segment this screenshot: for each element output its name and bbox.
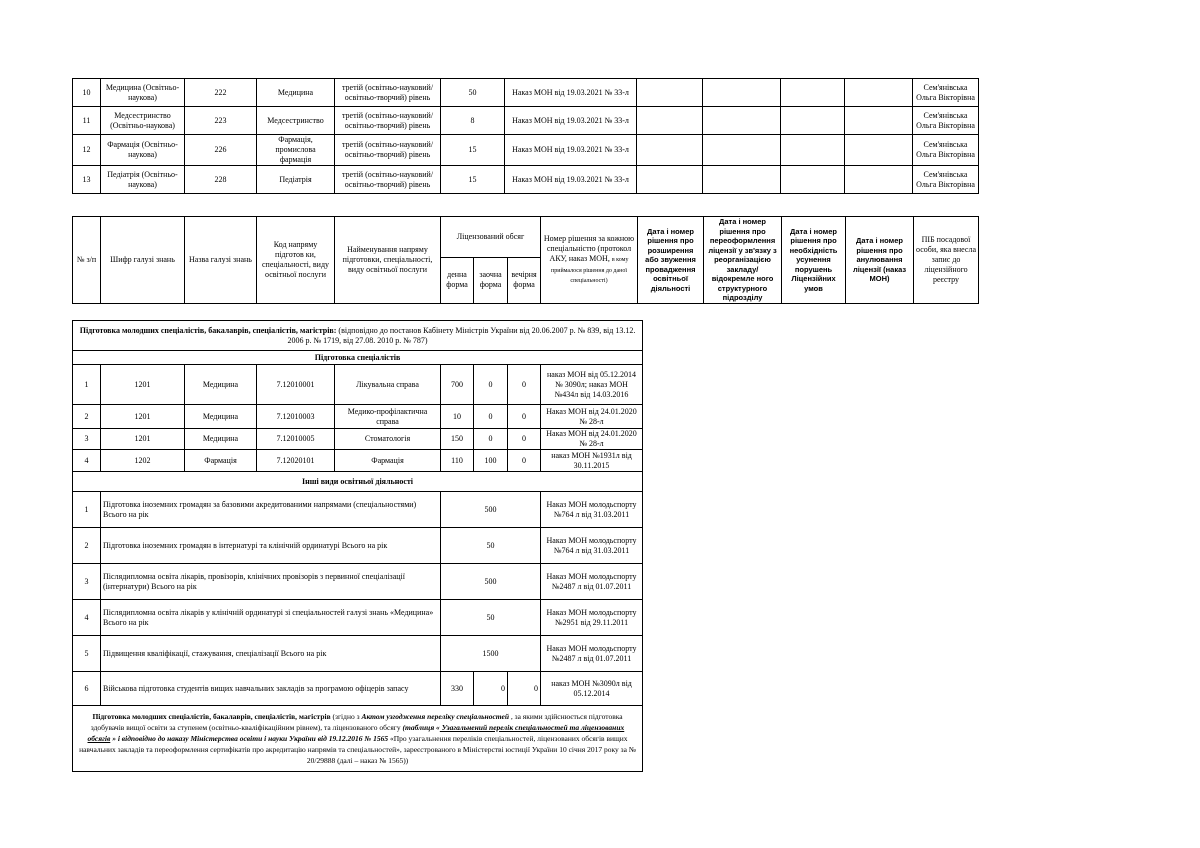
empty-cell (845, 166, 913, 194)
program-level: третій (освітньо-науковий/освітньо-творчий) рівень (335, 135, 441, 166)
header-violation: Дата і номер рішення про необхідність усунення порушень Ліцензійних умов (782, 217, 846, 304)
program-name: Педіатрія (Освітньо-наукова) (101, 166, 185, 194)
military-day: 330 (441, 672, 474, 706)
program-person: Сем'янівська Ольга Вікторівна (913, 107, 979, 135)
program-level: третій (освітньо-науковий/освітньо-творчий) рівень (335, 166, 441, 194)
empty-cell (637, 166, 703, 194)
row-num: 10 (73, 79, 101, 107)
table-row (73, 429, 643, 450)
empty-cell (637, 135, 703, 166)
table-row (73, 135, 979, 166)
day-count: 700 (441, 365, 474, 405)
activity-text: Підготовка іноземних громадян за базовими акредитованими напрямами (спеціальностями) Всього на рік (101, 492, 441, 528)
activity-text: Підготовка іноземних громадян в інтернатурі та клінічній ординатурі Всього на рік (101, 528, 441, 564)
program-name: Фармація (Освітньо-наукова) (101, 135, 185, 166)
field-code: 1201 (101, 429, 185, 450)
header-direction-name: Найменування напряму підготовки, спеціальності, виду освітньої послуги (335, 217, 441, 304)
evening-count: 0 (508, 450, 541, 472)
row-num: 1 (73, 492, 101, 528)
program-field: Медсестринство (257, 107, 335, 135)
program-field: Фармація, промислова фармація (257, 135, 335, 166)
note-paragraph: Підготовка молодших спеціалістів, бакалаврів, спеціалістів, магістрів (згідно з Актом узгодження переліку спеціальностей , за якими здійснюється підготовка здобувачів вищої освіти за ступенем (освітньо-кваліфікаційним рівнем), та ліцензованого обсягу (таблиця « Узагальнений перелік спеціальностей та ліцензованих обсягів » і відповідно до наказу Міністерства освіти і науки України від 19.12.2016 № 1565 «Про узагальнення переліків спеціальностей, ліцензованих обсягів вищих навчальних закладів та переоформлення сертифікатів про акредитацію напрямів та спеціальностей», зареєстрованого в Міністерстві юстиції України 10 січня 2017 року за № 20/29888 (далі – наказ № 1565)) (73, 706, 643, 772)
empty-cell (781, 107, 845, 135)
empty-cell (845, 107, 913, 135)
empty-cell (781, 79, 845, 107)
header-day: денна форма (441, 258, 474, 303)
header-field: Назва галузі знань (185, 217, 257, 304)
direction-code: 7.12010001 (257, 365, 335, 405)
register-header-table (72, 216, 979, 304)
extramural-count: 0 (474, 405, 508, 429)
empty-cell (703, 79, 781, 107)
table-row (73, 107, 979, 135)
program-count: 15 (441, 166, 505, 194)
direction-code: 7.12010003 (257, 405, 335, 429)
decision-order: Наказ МОН від 24.01.2020 № 28-л (541, 429, 643, 450)
activity-count: 50 (441, 528, 541, 564)
empty-cell (845, 135, 913, 166)
table-row (73, 600, 643, 636)
table-row (73, 450, 643, 472)
program-field: Медицина (257, 79, 335, 107)
activity-count: 1500 (441, 636, 541, 672)
direction-name: Фармація (335, 450, 441, 472)
row-num: 4 (73, 600, 101, 636)
empty-cell (781, 135, 845, 166)
military-eve: 0 (508, 672, 541, 706)
military-order: наказ МОН №3090л від 05.12.2014 (541, 672, 643, 706)
field-code: 1202 (101, 450, 185, 472)
row-num: 12 (73, 135, 101, 166)
empty-cell (845, 79, 913, 107)
direction-name: Стоматологія (335, 429, 441, 450)
activity-count: 50 (441, 600, 541, 636)
row-num: 3 (73, 564, 101, 600)
row-num: 2 (73, 528, 101, 564)
program-person: Сем'янівська Ольга Вікторівна (913, 79, 979, 107)
program-order: Наказ МОН від 19.03.2021 № 33-л (505, 166, 637, 194)
other-title: Інші види освітньої діяльності (73, 472, 643, 492)
table-row (73, 365, 643, 405)
row-num: 11 (73, 107, 101, 135)
header-person: ПІБ посадової особи, яка внесла запис до ліцензійного реєстру (914, 217, 979, 304)
field-name: Медицина (185, 365, 257, 405)
evening-count: 0 (508, 365, 541, 405)
field-code: 1201 (101, 405, 185, 429)
day-count: 110 (441, 450, 474, 472)
program-level: третій (освітньо-науковий/освітньо-творчий) рівень (335, 79, 441, 107)
empty-cell (637, 79, 703, 107)
activity-order: Наказ МОН молодьспорту №2951 від 29.11.2011 (541, 600, 643, 636)
direction-code: 7.12010005 (257, 429, 335, 450)
program-order: Наказ МОН від 19.03.2021 № 33-л (505, 135, 637, 166)
program-order: Наказ МОН від 19.03.2021 № 33-л (505, 107, 637, 135)
direction-code: 7.12020101 (257, 450, 335, 472)
row-num: 2 (73, 405, 101, 429)
table-row (73, 564, 643, 600)
program-order: Наказ МОН від 19.03.2021 № 33-л (505, 79, 637, 107)
program-name: Медсестринство (Освітньо-наукова) (101, 107, 185, 135)
direction-name: Медико-профілактична справа (335, 405, 441, 429)
military-ext: 0 (474, 672, 508, 706)
empty-cell (703, 166, 781, 194)
decision-order: наказ МОН від 05.12.2014 № 3090л; наказ МОН №434л від 14.03.2016 (541, 365, 643, 405)
military-num: 6 (73, 672, 101, 706)
extramural-count: 100 (474, 450, 508, 472)
field-name: Медицина (185, 429, 257, 450)
programs-table (72, 320, 643, 772)
row-num: 1 (73, 365, 101, 405)
header-decision: Номер рішення за кожною спеціальністю (протокол АКУ, наказ МОН, в кому приймалося рішення до даної спеціальності) (541, 217, 638, 304)
header-expand: Дата і номер рішення про розширення або звуження провадження освітньої діяльності (638, 217, 704, 304)
program-count: 15 (441, 135, 505, 166)
activity-text: Підвищення кваліфікації, стажування, спеціалізації Всього на рік (101, 636, 441, 672)
specialists-title: Підготовка спеціалістів (73, 351, 643, 365)
top-table (72, 78, 979, 194)
activity-text: Післядипломна освіта лікарів у клінічній ординатурі зі спеціальностей галузі знань «Медицина» Всього на рік (101, 600, 441, 636)
row-num: 3 (73, 429, 101, 450)
header-evening: вечірня форма (508, 258, 541, 303)
program-count: 8 (441, 107, 505, 135)
extramural-count: 0 (474, 365, 508, 405)
table-row (73, 166, 979, 194)
header-code: Шифр галузі знань (101, 217, 185, 304)
table-row (73, 492, 643, 528)
decision-order: наказ МОН №1931л від 30.11.2015 (541, 450, 643, 472)
row-num: 4 (73, 450, 101, 472)
extramural-count: 0 (474, 429, 508, 450)
section-title: Підготовка молодших спеціалістів, бакалаврів, спеціалістів, магістрів: (відповідно до постанов Кабінету Міністрів України від 20.06.2007 р. № 839, від 13.12. 2006 р. № 1719, від 27.08. 2010 р. № 787) (73, 321, 643, 351)
field-name: Фармація (185, 450, 257, 472)
activity-count: 500 (441, 564, 541, 600)
program-code: 228 (185, 166, 257, 194)
header-direction-code: Код напряму підготов ки, спеціальності, виду освітньої послуги (257, 217, 335, 304)
activity-order: Наказ МОН молодьспорту №764 л від 31.03.2011 (541, 528, 643, 564)
program-person: Сем'янівська Ольга Вікторівна (913, 135, 979, 166)
activity-order: Наказ МОН молодьспорту №2487 л від 01.07.2011 (541, 564, 643, 600)
field-code: 1201 (101, 365, 185, 405)
military-text: Військова підготовка студентів вищих навчальних закладів за програмою офіцерів запасу (101, 672, 441, 706)
empty-cell (703, 107, 781, 135)
program-level: третій (освітньо-науковий/освітньо-творчий) рівень (335, 107, 441, 135)
table-row (73, 636, 643, 672)
direction-name: Лікувальна справа (335, 365, 441, 405)
program-count: 50 (441, 79, 505, 107)
program-field: Педіатрія (257, 166, 335, 194)
header-licensed: Ліцензований обсяг (441, 217, 541, 258)
day-count: 150 (441, 429, 474, 450)
activity-order: Наказ МОН молодьспорту №2487 л від 01.07.2011 (541, 636, 643, 672)
day-count: 10 (441, 405, 474, 429)
activity-count: 500 (441, 492, 541, 528)
table-row (73, 405, 643, 429)
header-cancel: Дата і номер рішення про анулювання ліцензії (наказ МОН) (846, 217, 914, 304)
row-num: 13 (73, 166, 101, 194)
activity-text: Післядипломна освіта лікарів, провізорів, клінічних провізорів з первинної спеціалізації (інтернатури) Всього на рік (101, 564, 441, 600)
header-reissue: Дата і номер рішення про переоформлення ліцензії у зв'язку з реорганізацією закладу/відокремле ного структурного підрозділу (704, 217, 782, 304)
empty-cell (781, 166, 845, 194)
header-num: № з/п (73, 217, 101, 304)
field-name: Медицина (185, 405, 257, 429)
row-num: 5 (73, 636, 101, 672)
program-code: 223 (185, 107, 257, 135)
decision-order: Наказ МОН від 24.01.2020 № 28-л (541, 405, 643, 429)
empty-cell (703, 135, 781, 166)
evening-count: 0 (508, 405, 541, 429)
header-extramural: заочна форма (474, 258, 508, 303)
program-name: Медицина (Освітньо-наукова) (101, 79, 185, 107)
evening-count: 0 (508, 429, 541, 450)
program-person: Сем'янівська Ольга Вікторівна (913, 166, 979, 194)
empty-cell (637, 107, 703, 135)
program-code: 226 (185, 135, 257, 166)
activity-order: Наказ МОН молодьспорту №764 л від 31.03.2011 (541, 492, 643, 528)
program-code: 222 (185, 79, 257, 107)
table-row (73, 79, 979, 107)
table-row (73, 528, 643, 564)
